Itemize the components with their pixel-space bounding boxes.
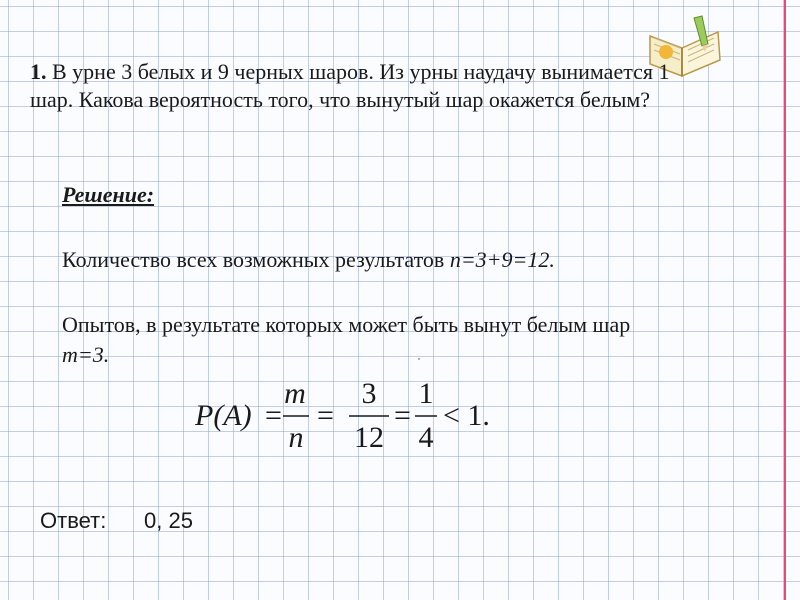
total-outcomes-text: Количество всех возможных результатов [62, 247, 450, 272]
total-outcomes-formula: n=3+9=12. [449, 247, 555, 272]
frac2-denominator: 12 [354, 421, 384, 454]
formula-lhs: P(A) [195, 399, 252, 432]
answer-label: Ответ: [40, 508, 107, 533]
task-text [30, 58, 710, 114]
formula-eq-1: = [265, 399, 282, 432]
probability-formula [195, 375, 495, 455]
answer-value: 0, 25 [144, 508, 193, 533]
formula-eq-2: = [317, 399, 334, 432]
margin-line [784, 0, 786, 600]
favorable-outcomes-formula: m=3. [62, 342, 110, 367]
formula-tail: < 1. [443, 399, 490, 432]
task-number: 1. [30, 59, 47, 84]
speck [418, 358, 420, 360]
frac3-denominator: 4 [418, 421, 434, 454]
favorable-outcomes-text: Опытов, в результате которых может быть вынут белым шар [62, 312, 631, 337]
formula-eq-3: = [394, 399, 411, 432]
frac1-denominator: n [288, 421, 304, 454]
frac1-numerator: m [284, 377, 306, 410]
solution-heading: Решение: [62, 182, 155, 207]
frac2-numerator: 3 [361, 377, 377, 410]
task-statement: В урне 3 белых и 9 черных шаров. Из урны наудачу вынимается 1 шар. Какова вероятность того, что вынутый шар окажется белым? [30, 59, 670, 112]
favorable-outcomes-line [62, 310, 662, 370]
total-outcomes-line [62, 247, 555, 273]
frac3-numerator: 1 [418, 377, 434, 410]
